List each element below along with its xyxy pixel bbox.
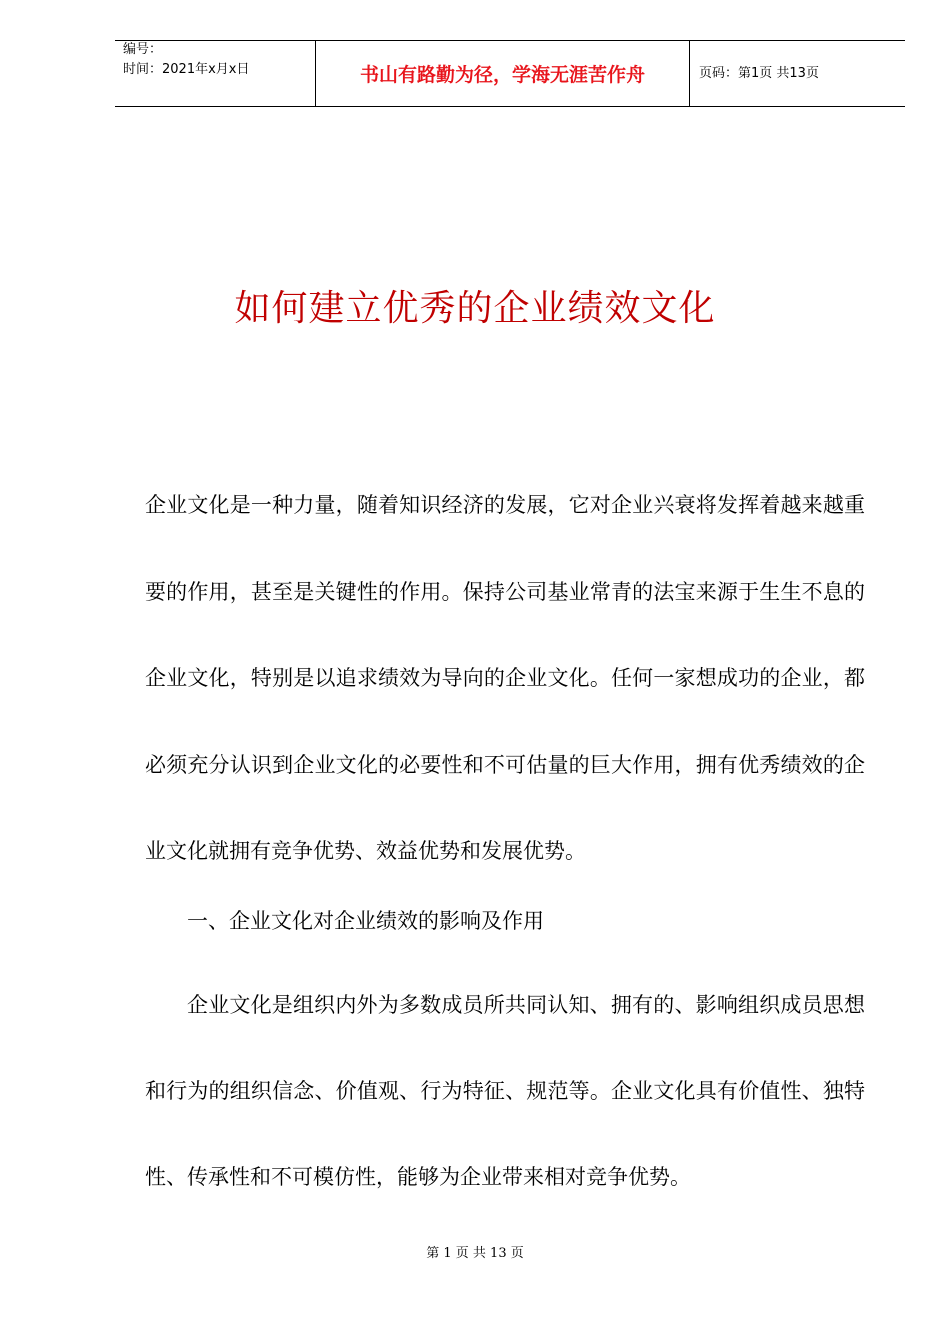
header-page-number: 页码：第1页 共13页 (699, 66, 819, 81)
document-title: 如何建立优秀的企业绩效文化 (234, 288, 716, 329)
date-label: 时间：2021年x月x日 (123, 62, 250, 77)
document-body (145, 462, 865, 1220)
header-motto: 书山有路勤为径，学海无涯苦作舟 (359, 64, 645, 86)
header-info-cell (115, 41, 315, 107)
page-header (115, 40, 905, 107)
page-footer: 第 1 页 共 13 页 (426, 1246, 524, 1261)
body-paragraph: 企业文化是组织内外为多数成员所共同认知、拥有的、影响组织成员思想和行为的组织信念、价值观、行为特征、规范等。企业文化具有价值性、独特性、传承性和不可模仿性，能够为企业带来相对竞争优势。 (145, 992, 865, 1189)
section-heading: 一、企业文化对企业绩效的影响及作用 (187, 908, 544, 933)
header-page-cell (690, 41, 905, 107)
serial-number-label: 编号： (123, 42, 163, 57)
body-paragraph: 企业文化是一种力量，随着知识经济的发展，它对企业兴衰将发挥着越来越重要的作用，甚至是关键性的作用。保持公司基业常青的法宝来源于生生不息的企业文化，特别是以追求绩效为导向的企业文化。任何一家想成功的企业，都必须充分认识到企业文化的必要性和不可估量的巨大作用，拥有优秀绩效的企业文化就拥有竞争优势、效益优势和发展优势。 (145, 493, 865, 863)
header-motto-cell (315, 41, 690, 107)
